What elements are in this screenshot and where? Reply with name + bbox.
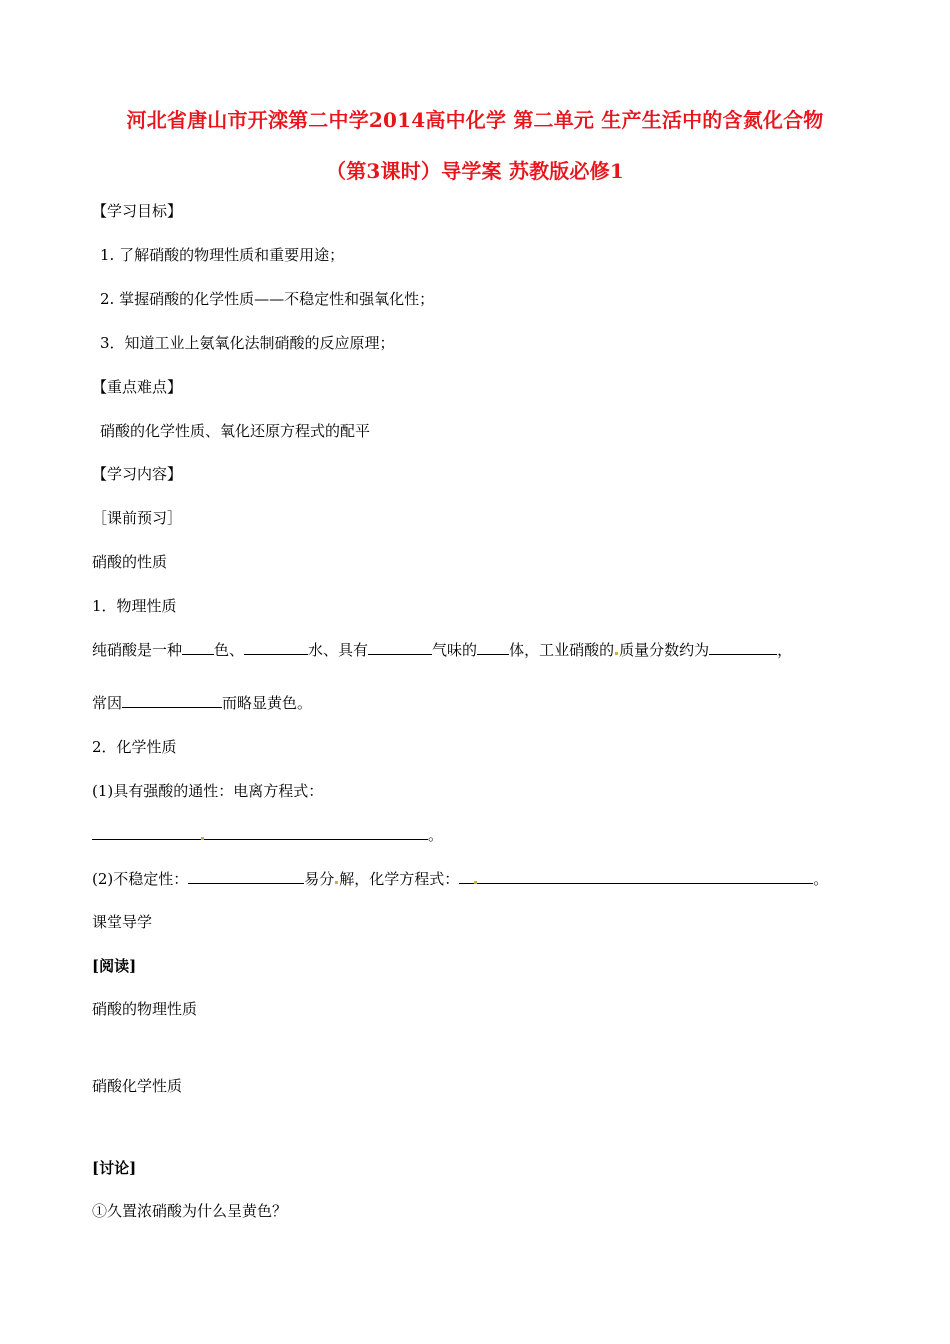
blank-odor[interactable] (368, 640, 432, 655)
objective-item-2: 2. 掌握硝酸的化学性质——不稳定性和强氧化性； (100, 290, 435, 308)
blank-ionization-equation[interactable] (92, 825, 428, 840)
ionization-equation-line: 。 (92, 824, 443, 845)
physical-properties-line1: 纯硝酸是一种 色、 水、具有 气味的 体，工业硝酸的 质量分数约为 ， (92, 641, 793, 659)
document-title-line1: 河北省唐山市开滦第二中学2014高中化学 第二单元 生产生活中的含氮化合物 (126, 108, 824, 132)
content-heading: 【学习内容】 (92, 465, 183, 483)
mark-dot (615, 652, 618, 655)
discussion-heading: [讨论] (92, 1159, 137, 1177)
discussion-question-1: ①久置浓硝酸为什么呈黄色？ (92, 1202, 288, 1220)
chemical-property-2: (2)不稳定性： 易分 解，化学方程式： 。 (92, 870, 829, 888)
keypoints-heading: 【重点难点】 (92, 378, 183, 396)
chemical-property-1: (1)具有强酸的通性：电离方程式： (92, 782, 324, 800)
blank-solubility[interactable] (244, 640, 308, 655)
mark-dot (335, 881, 338, 884)
physical-properties-heading: 1．物理性质 (92, 597, 177, 615)
preview-heading: ［课前预习］ (92, 509, 183, 527)
reading-item-physical: 硝酸的物理性质 (92, 1000, 198, 1018)
document-title-line2: （第3课时）导学案 苏教版必修1 (326, 159, 624, 183)
objective-item-1: 1. 了解硝酸的物理性质和重要用途； (100, 246, 345, 264)
mark-dot (474, 881, 477, 884)
blank-color[interactable] (182, 640, 214, 655)
reading-item-chemical: 硝酸化学性质 (92, 1077, 183, 1095)
objectives-heading: 【学习目标】 (92, 202, 183, 220)
blank-yellow-reason[interactable] (122, 693, 222, 708)
keypoints-text: 硝酸的化学性质、氧化还原方程式的配平 (100, 422, 371, 440)
blank-instability-condition[interactable] (188, 869, 304, 884)
reading-heading: [阅读] (92, 957, 137, 975)
mark-dot (201, 837, 204, 840)
blank-state[interactable] (477, 640, 509, 655)
objective-item-3: 3．知道工业上氨氧化法制硝酸的反应原理； (100, 334, 395, 352)
blank-decomposition-equation[interactable] (459, 869, 813, 884)
chemical-properties-heading: 2．化学性质 (92, 738, 177, 756)
physical-properties-line2: 常因 而略显黄色。 (92, 694, 313, 712)
topic-heading: 硝酸的性质 (92, 553, 168, 571)
classroom-heading: 课堂导学 (92, 913, 153, 931)
blank-mass-fraction[interactable] (709, 640, 777, 655)
